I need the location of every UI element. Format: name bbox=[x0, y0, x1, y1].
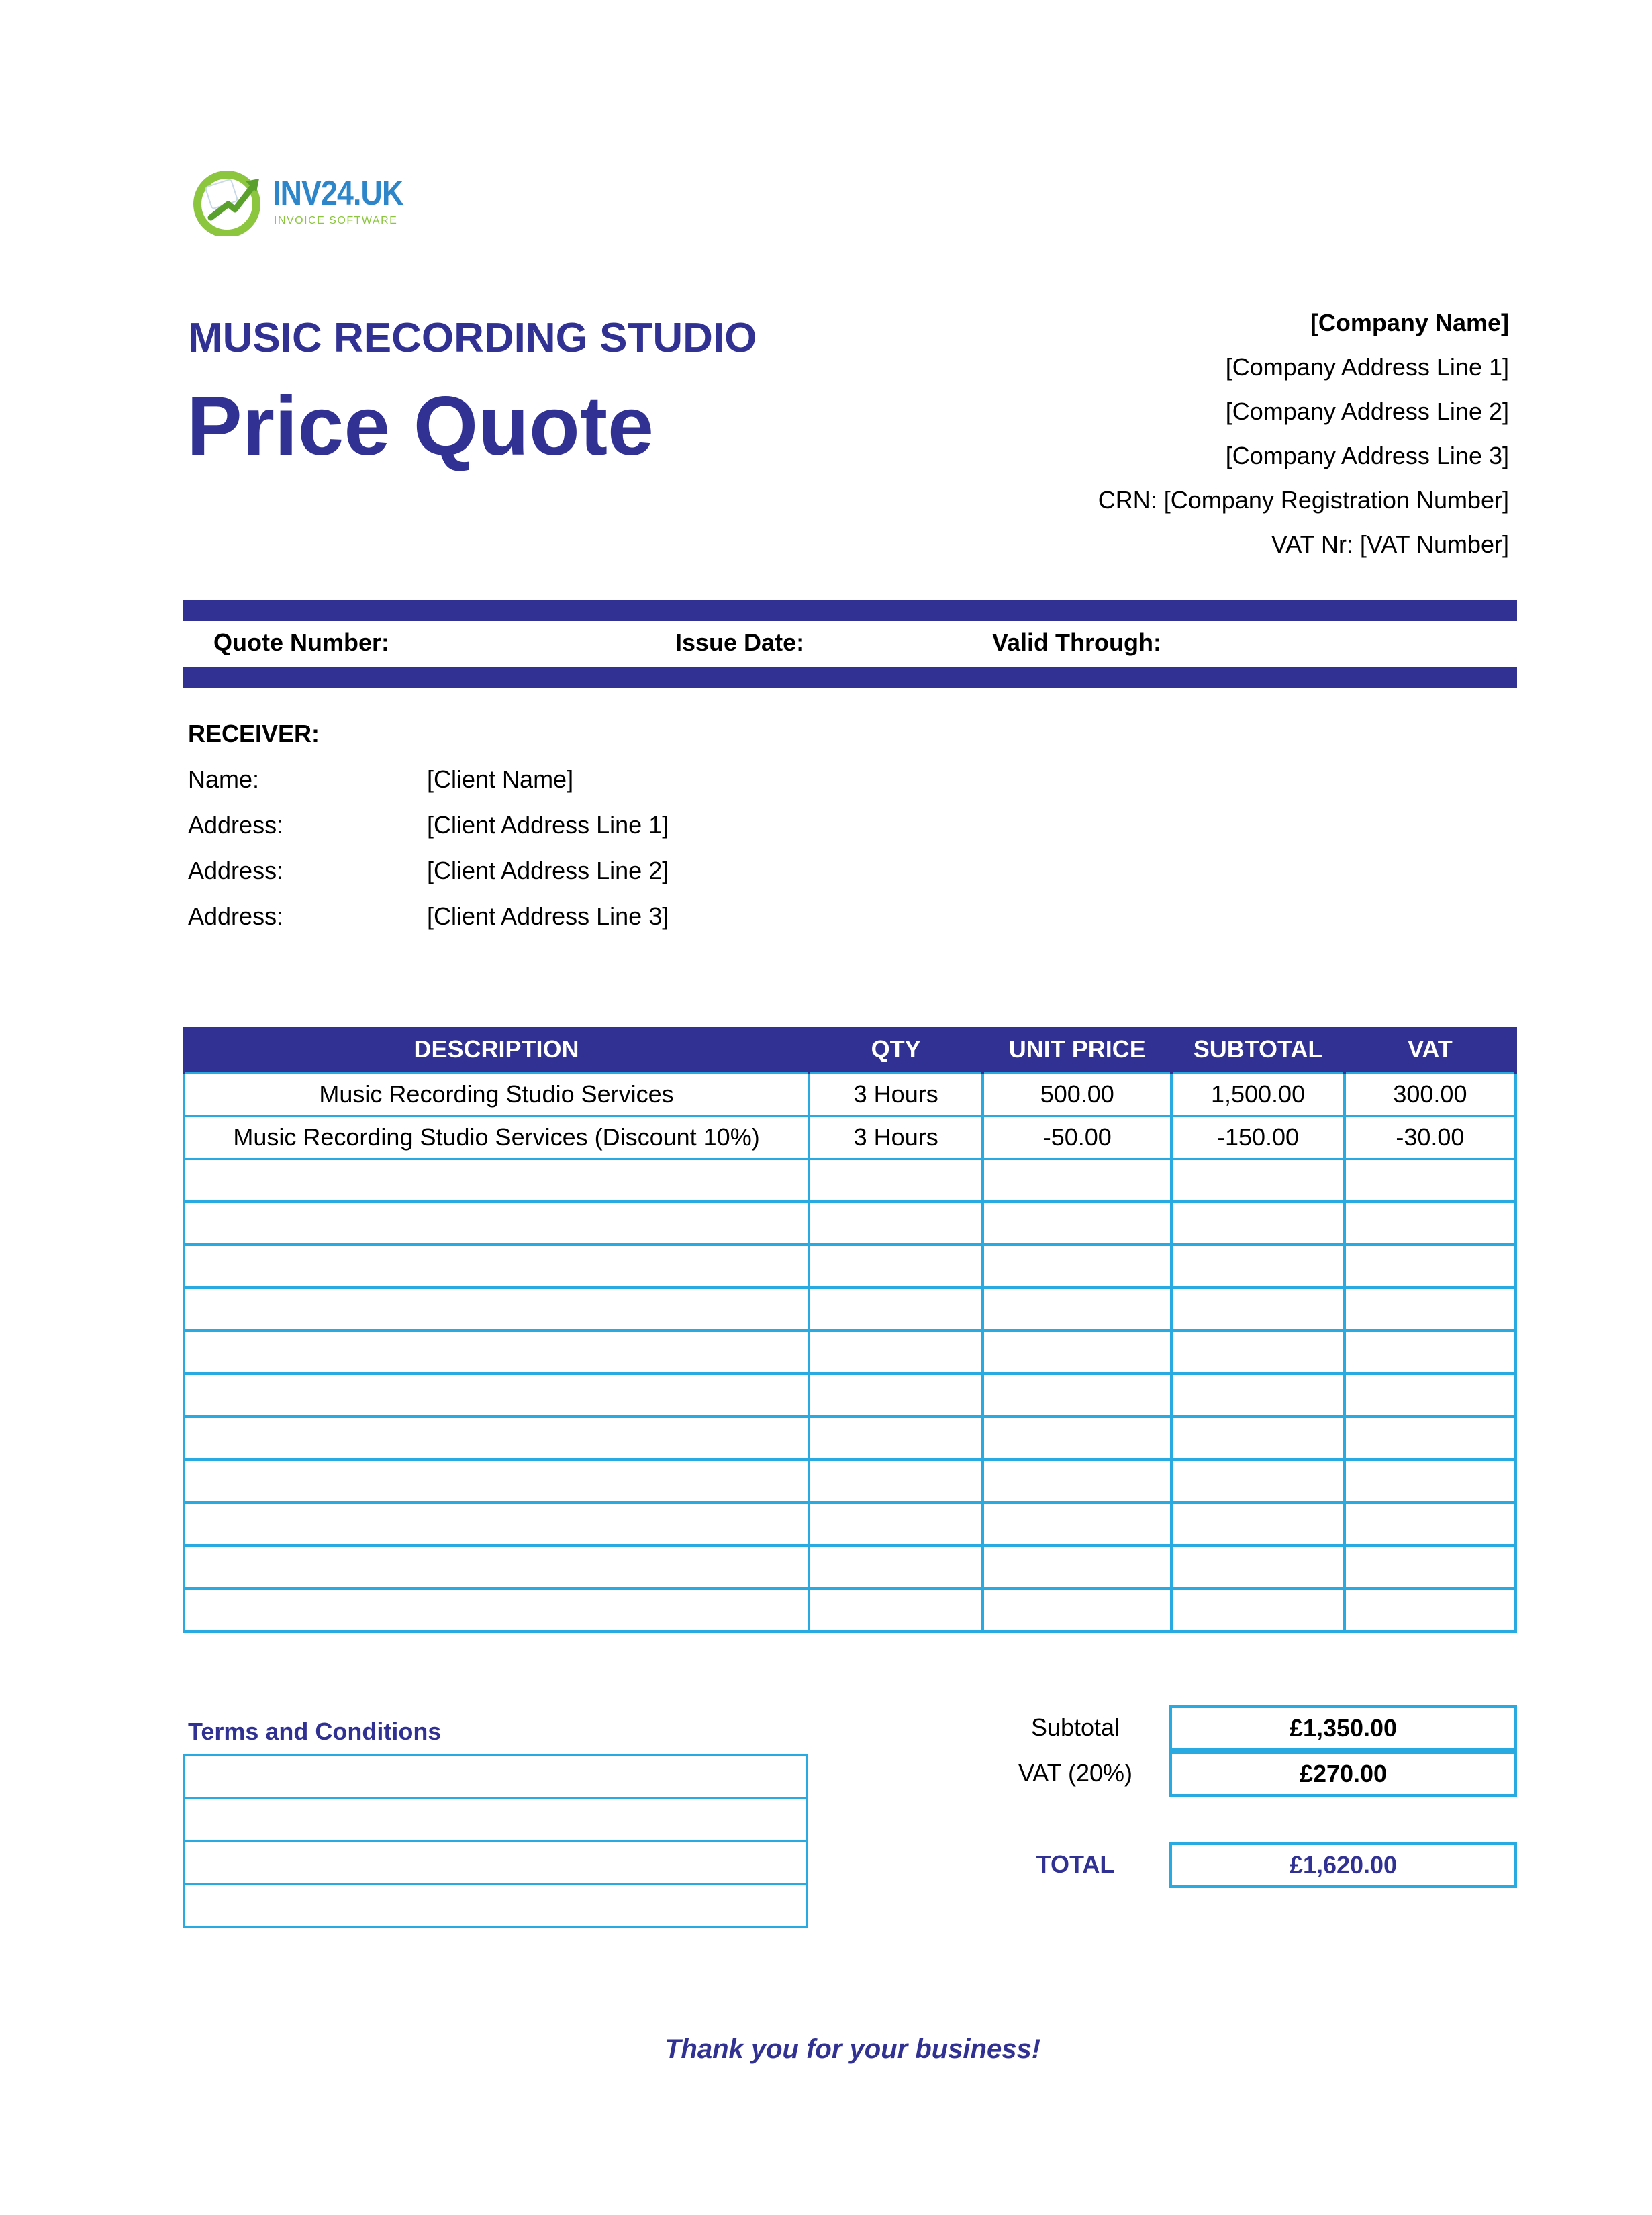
studio-heading: MUSIC RECORDING STUDIO bbox=[188, 315, 757, 361]
item-unit-price: 500.00 bbox=[983, 1073, 1171, 1116]
items-header-row bbox=[184, 1027, 1516, 1073]
document-title: Price Quote bbox=[187, 380, 654, 473]
company-crn: CRN: [Company Registration Number] bbox=[1098, 486, 1509, 514]
logo-tagline: INVOICE SOFTWARE bbox=[274, 215, 398, 226]
receiver-label: Address: bbox=[188, 857, 284, 884]
empty-table-row bbox=[184, 1503, 1516, 1546]
receiver-row bbox=[188, 857, 669, 885]
logo-brand-text: INV24.UK bbox=[273, 174, 403, 213]
company-logo bbox=[193, 169, 422, 236]
column-header-description: DESCRIPTION bbox=[184, 1027, 809, 1073]
vat-label: VAT (20%) bbox=[1018, 1759, 1133, 1787]
empty-table-row bbox=[184, 1546, 1516, 1589]
empty-table-row bbox=[184, 1460, 1516, 1503]
empty-table-row bbox=[184, 1288, 1516, 1331]
receiver-row bbox=[188, 811, 669, 839]
items-table bbox=[183, 1027, 1517, 1633]
receiver-value: [Client Address Line 3] bbox=[427, 902, 669, 930]
receiver-heading: RECEIVER: bbox=[188, 720, 320, 747]
empty-table-row bbox=[184, 1245, 1516, 1288]
item-vat: 300.00 bbox=[1345, 1073, 1516, 1116]
receiver-label: Name: bbox=[188, 765, 260, 793]
empty-table-row bbox=[184, 1374, 1516, 1417]
column-header-subtotal: SUBTOTAL bbox=[1171, 1027, 1345, 1073]
thank-you-message: Thank you for your business! bbox=[664, 2034, 1041, 2064]
total-value: £1,620.00 bbox=[1169, 1842, 1517, 1888]
terms-row bbox=[184, 1884, 807, 1927]
terms-row bbox=[184, 1798, 807, 1841]
table-row bbox=[184, 1116, 1516, 1159]
column-header-vat: VAT bbox=[1345, 1027, 1516, 1073]
quote-bar-top-rule bbox=[183, 600, 1517, 621]
receiver-label: Address: bbox=[188, 902, 284, 930]
column-header-unit-price: UNIT PRICE bbox=[983, 1027, 1171, 1073]
company-name: [Company Name] bbox=[1310, 309, 1509, 336]
receiver-label: Address: bbox=[188, 811, 284, 839]
company-address-line-3: [Company Address Line 3] bbox=[1225, 442, 1509, 469]
terms-heading: Terms and Conditions bbox=[188, 1717, 442, 1745]
item-description: Music Recording Studio Services (Discount 10%) bbox=[184, 1116, 809, 1159]
valid-through-label: Valid Through: bbox=[992, 628, 1161, 656]
empty-table-row bbox=[184, 1202, 1516, 1245]
item-description: Music Recording Studio Services bbox=[184, 1073, 809, 1116]
terms-row bbox=[184, 1841, 807, 1884]
terms-row bbox=[184, 1755, 807, 1798]
subtotal-label: Subtotal bbox=[1030, 1713, 1120, 1741]
item-subtotal: 1,500.00 bbox=[1171, 1073, 1345, 1116]
logo-icon bbox=[193, 169, 264, 236]
receiver-value: [Client Address Line 2] bbox=[427, 857, 669, 884]
quote-bar-bottom-rule bbox=[183, 667, 1517, 688]
receiver-value: [Client Address Line 1] bbox=[427, 811, 669, 839]
receiver-row bbox=[188, 765, 574, 794]
company-address-line-2: [Company Address Line 2] bbox=[1225, 397, 1509, 425]
receiver-row bbox=[188, 902, 669, 931]
receiver-value: [Client Name] bbox=[427, 765, 574, 793]
column-header-qty: QTY bbox=[809, 1027, 983, 1073]
total-label: TOTAL bbox=[1036, 1850, 1115, 1878]
item-qty: 3 Hours bbox=[809, 1073, 983, 1116]
empty-table-row bbox=[184, 1417, 1516, 1460]
company-address-line-1: [Company Address Line 1] bbox=[1225, 353, 1509, 381]
item-qty: 3 Hours bbox=[809, 1116, 983, 1159]
company-details bbox=[1098, 301, 1509, 567]
company-vat-number: VAT Nr: [VAT Number] bbox=[1271, 530, 1509, 558]
item-subtotal: -150.00 bbox=[1171, 1116, 1345, 1159]
quote-number-label: Quote Number: bbox=[213, 628, 390, 656]
terms-table bbox=[183, 1754, 808, 1928]
empty-table-row bbox=[184, 1589, 1516, 1632]
item-unit-price: -50.00 bbox=[983, 1116, 1171, 1159]
empty-table-row bbox=[184, 1159, 1516, 1202]
subtotal-value: £1,350.00 bbox=[1169, 1705, 1517, 1751]
issue-date-label: Issue Date: bbox=[675, 628, 805, 656]
table-row bbox=[184, 1073, 1516, 1116]
item-vat: -30.00 bbox=[1345, 1116, 1516, 1159]
vat-value: £270.00 bbox=[1169, 1751, 1517, 1797]
empty-table-row bbox=[184, 1331, 1516, 1374]
